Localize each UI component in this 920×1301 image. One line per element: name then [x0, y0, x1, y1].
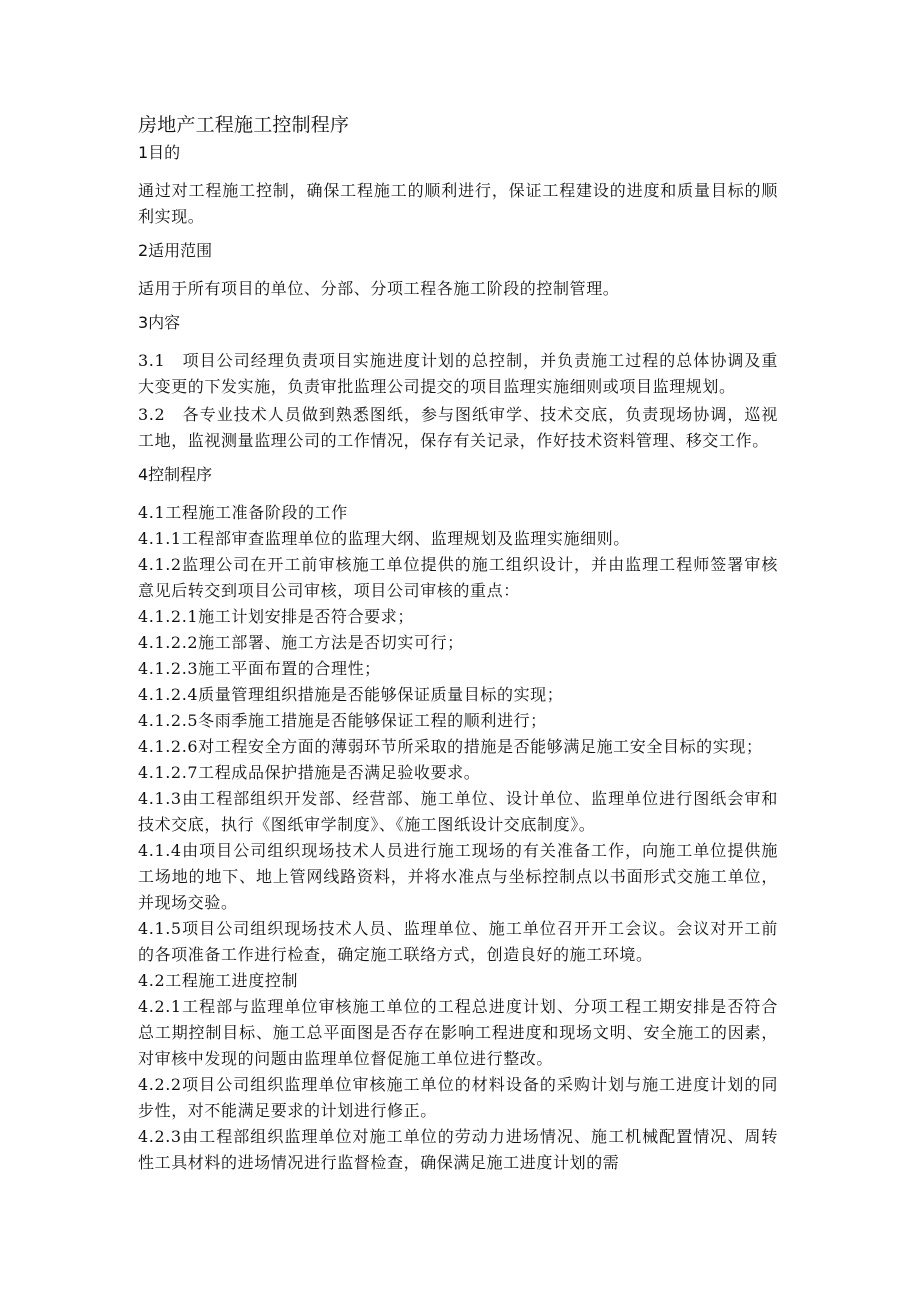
clause-4-1: 4.1工程施工准备阶段的工作: [138, 503, 348, 522]
clause-4-1-2-4: 4.1.2.4质量管理组织措施是否能够保证质量目标的实现；: [138, 685, 564, 704]
section-heading-scope: 2适用范围: [138, 241, 213, 260]
clause-4-1-2: 4.1.2监理公司在开工前审核施工单位提供的施工组织设计，并由监理工程师签署审核意见后转交到项目公司审核，项目公司审核的重点：: [138, 555, 778, 600]
clause-4-1-2-2: 4.1.2.2施工部署、施工方法是否切实可行；: [138, 633, 464, 652]
section-heading-control-procedure: 4控制程序: [138, 465, 213, 484]
clause-4-1-2-6: 4.1.2.6对工程安全方面的薄弱环节所采取的措施是否能够满足施工安全目标的实现；: [138, 737, 763, 756]
clause-4-1-5: 4.1.5项目公司组织现场技术人员、监理单位、施工单位召开开工会议。会议对开工前的各项准备工作进行检查，确定施工联络方式，创造良好的施工环境。: [138, 919, 778, 964]
clause-4-1-3: 4.1.3由工程部组织开发部、经营部、施工单位、设计单位、监理单位进行图纸会审和技术交底，执行《图纸审学制度》、《施工图纸设计交底制度》。: [138, 789, 778, 834]
clause-4-1-1: 4.1.1工程部审查监理单位的监理大纲、监理规划及监理实施细则。: [138, 529, 630, 548]
clause-4-1-2-1: 4.1.2.1施工计划安排是否符合要求；: [138, 607, 414, 626]
clause-4-1-2-7: 4.1.2.7工程成品保护措施是否满足验收要求。: [138, 763, 481, 782]
clause-4-2: 4.2工程施工进度控制: [138, 971, 299, 990]
clause-4-1-2-5: 4.1.2.5冬雨季施工措施是否能够保证工程的顺利进行；: [138, 711, 547, 730]
clause-4-1-4: 4.1.4由项目公司组织现场技术人员进行施工现场的有关准备工作，向施工单位提供施工场地的地下、地上管网线路资料，并将水准点与坐标控制点以书面形式交施工单位，并现场交验。: [138, 841, 778, 912]
paragraph-3-2: 3.2 各专业技术人员做到熟悉图纸，参与图纸审学、技术交底，负责现场协调，巡视工地，监视测量监理公司的工作情况，保存有关记录，作好技术资料管理、移交工作。: [138, 405, 778, 450]
clause-4-2-2: 4.2.2项目公司组织监理单位审核施工单位的材料设备的采购计划与施工进度计划的同步性，对不能满足要求的计划进行修正。: [138, 1075, 778, 1120]
clause-4-2-1: 4.2.1工程部与监理单位审核施工单位的工程总进度计划、分项工程工期安排是否符合总工期控制目标、施工总平面图是否存在影响工程进度和现场文明、安全施工的因素，对审核中发现的问题由监理单位督促施工单位进行整改。: [138, 997, 778, 1068]
clause-4-2-3: 4.2.3由工程部组织监理单位对施工单位的劳动力进场情况、施工机械配置情况、周转性工具材料的进场情况进行监督检查，确保满足施工进度计划的需: [138, 1127, 778, 1172]
clause-4-1-2-3: 4.1.2.3施工平面布置的合理性；: [138, 659, 381, 678]
document-page: [138, 110, 778, 1176]
paragraph-scope: 适用于所有项目的单位、分部、分项工程各施工阶段的控制管理。: [138, 279, 620, 298]
section-heading-purpose: 1目的: [138, 143, 181, 162]
section-heading-content: 3内容: [138, 313, 181, 332]
document-title: 房地产工程施工控制程序: [138, 114, 350, 136]
paragraph-purpose: 通过对工程施工控制，确保工程施工的顺利进行，保证工程建设的进度和质量目标的顺利实现。: [138, 181, 778, 226]
paragraph-3-1: 3.1 项目公司经理负责项目实施进度计划的总控制，并负责施工过程的总体协调及重大变更的下发实施，负责审批监理公司提交的项目监理实施细则或项目监理规划。: [138, 351, 778, 396]
